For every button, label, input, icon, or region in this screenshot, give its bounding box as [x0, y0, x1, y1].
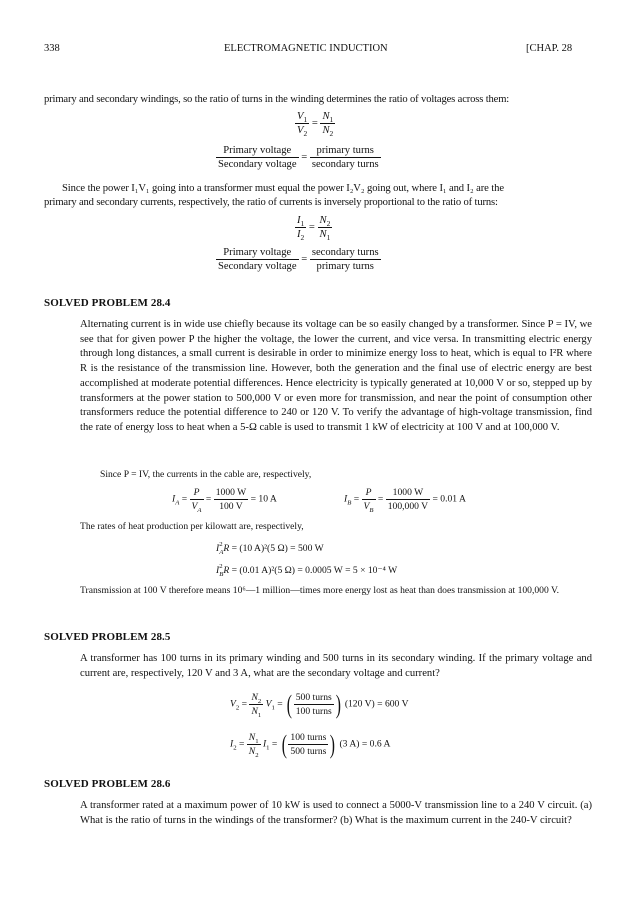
current-b-equation: $I_B$ = $\frac{P}{V_B}$ = $\frac{1000 W}{100,000 V}$ = 0.01 A	[344, 487, 466, 514]
problem-28-4-conclusion: Transmission at 100 V therefore means 10⁶—1 million—times more energy lost as heat than does transmission at 100,000 V.	[80, 585, 560, 596]
heat-rate-a-equation: I2 AR = (10 A)²(5 Ω) = 500 W	[216, 541, 324, 556]
power-paragraph-line1: Since the power I₁V₁ going into a transformer must equal the power I₂V₂ going out, where I₁ and I₂ are the	[62, 183, 504, 194]
current-ratio-equation: $\frac{I_1}{I_2}$ = $\frac{N_2}{N_1}$	[297, 215, 331, 243]
problem-28-4-statement: Alternating current is in wide use chiefly because its voltage can be so easily changed by a transformer. Since P = IV, we see that for given power P the higher the voltage, the lower the current, and vice versa. In transmitting electric energy through long distances, a small current is desirable in order to minimize energy loss to heat, which is equal to I²R where R is the resistance of the transmission line. However, both the generation and the final use of electric energy are best accomplished at moderate potential differences. Hence electricity is typically generated at 10,000 V or so, stepped up by transformers at the power station to 500,000 V or even more for transmission, and near the point of consumption other transformers reduce the potential difference to 240 or 120 V. To verify the advantage of high-voltage transmission, find the rate of energy loss to heat when a 5-Ω cable is used to transmit 1 kW of electricity at 100 V and at 100,000 V.	[80, 319, 592, 433]
running-title: ELECTROMAGNETIC INDUCTION	[224, 43, 388, 54]
problem-28-5-statement: A transformer has 100 turns in its primary winding and 500 turns in its secondary winding. If the primary voltage and current are, respectively, 120 V and 3 A, what are the secondary voltage and current?	[80, 653, 592, 679]
secondary-voltage-equation: $V_2$ = $\frac{N_2}{N_1}$ $V_1$ = ( $\frac{\text{500 turns}}{\text{100 turns}}$ ) (120 V) = 600 V	[230, 689, 409, 719]
intro-paragraph: primary and secondary windings, so the ratio of turns in the winding determines the ratio of voltages across them:	[44, 94, 510, 105]
secondary-current-equation: $I_2$ = $\frac{N_1}{N_2}$ $I_1$ = ( $\frac{\text{100 turns}}{\text{500 turns}}$ ) (3 A) = 0.6 A	[230, 729, 391, 759]
page-number: 338	[44, 43, 60, 54]
problem-28-6-heading: SOLVED PROBLEM 28.6	[44, 778, 171, 790]
problem-28-4-solution-intro: Since P = IV, the currents in the cable are, respectively,	[100, 469, 312, 480]
chapter-label: [CHAP. 28	[526, 43, 573, 54]
problem-28-5-heading: SOLVED PROBLEM 28.5	[44, 631, 171, 643]
power-paragraph-line2: primary and secondary currents, respectively, the ratio of currents is inversely proportional to the ratio of turns:	[44, 197, 498, 208]
current-a-equation: $I_A$ = $\frac{P}{V_A}$ = $\frac{1000 W}{100 V}$ = 10 A	[172, 487, 277, 514]
voltage-ratio-equation: $\frac{V_1}{V_2}$ = $\frac{N_1}{N_2}$	[297, 111, 334, 139]
current-turns-word-equation: $\frac{\text{Primary voltage}}{\text{Secondary voltage}}$ = $\frac{\text{secondary turns}}{\text{primary turns}}$	[218, 247, 379, 272]
rates-intro: The rates of heat production per kilowatt are, respectively,	[80, 521, 304, 532]
problem-28-4-heading: SOLVED PROBLEM 28.4	[44, 297, 171, 309]
voltage-turns-word-equation: $\frac{\text{Primary voltage}}{\text{Secondary voltage}}$ = $\frac{\text{primary turns}}{\text{secondary turns}}$	[218, 145, 379, 170]
problem-28-6-statement: A transformer rated at a maximum power of 10 kW is used to connect a 5000-V transmission line to a 240 V circuit. (a) What is the ratio of turns in the windings of the transformer? (b) What is the maximum current in the 240-V circuit?	[80, 800, 592, 826]
heat-rate-b-equation: I2 BR = (0.01 A)²(5 Ω) = 0.0005 W = 5 × 10⁻⁴ W	[216, 563, 398, 578]
